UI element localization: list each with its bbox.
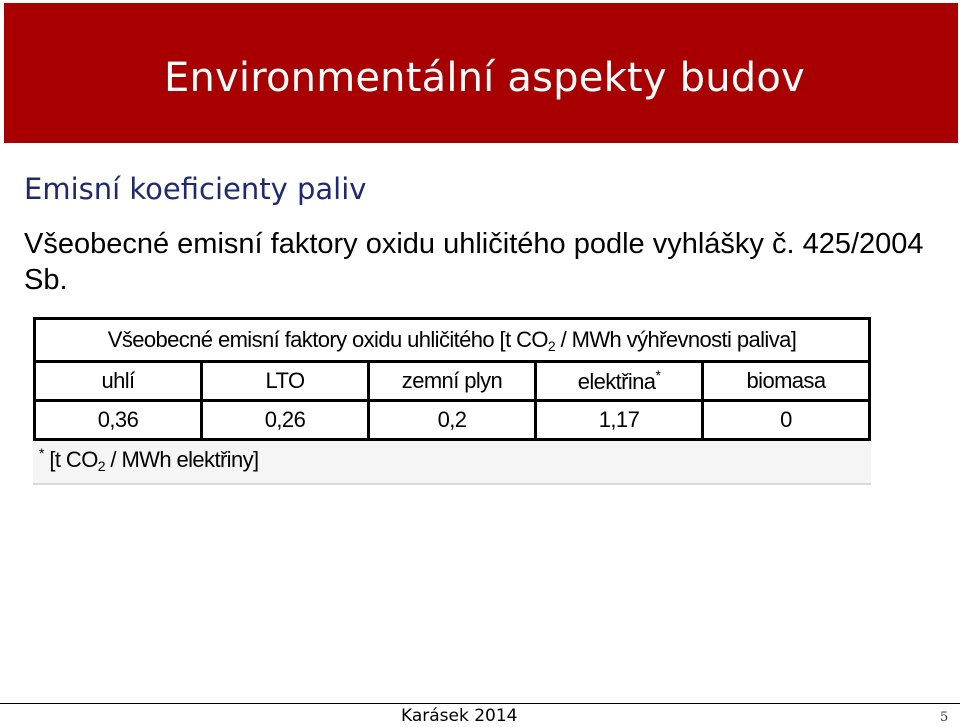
column-header-cell (703, 362, 870, 401)
header-text-part: Všeobecné emisní faktory oxidu uhličitého [t CO (107, 326, 548, 352)
footnote-subscript: 2 (97, 458, 105, 474)
title-band (4, 3, 958, 143)
footer-author: Karásek 2014 (401, 706, 518, 726)
slide-subtitle: Emisní koeficienty paliv (24, 172, 367, 206)
value-cell: 0,26 (202, 401, 369, 440)
footnote-text-part: [t CO (43, 447, 98, 472)
body-text: Všeobecné emisní faktory oxidu uhličitého podle vyhlášky č. 425/2004 Sb. (24, 228, 924, 296)
header-subscript: 2 (547, 337, 556, 354)
column-header-cell (536, 362, 703, 401)
table-header-cell (35, 319, 870, 362)
emission-table-image (33, 317, 871, 485)
page-number: 5 (940, 710, 949, 725)
column-label: biomasa (746, 368, 826, 393)
table-header-row (35, 319, 870, 362)
header-text-part: / MWh výhřevnosti paliva] (555, 326, 797, 352)
emission-factor-table (33, 317, 871, 441)
column-label: LTO (265, 368, 305, 393)
value-cell: 1,17 (536, 401, 703, 440)
footnote-text-part: / MWh elektřiny] (104, 447, 259, 472)
column-header-cell (35, 362, 202, 401)
table-footnote (39, 445, 259, 474)
column-header-cell (369, 362, 536, 401)
value-cell: 0,2 (369, 401, 536, 440)
column-label: zemní plyn (401, 368, 503, 393)
value-cell: 0 (703, 401, 870, 440)
footer-divider (0, 703, 960, 704)
footnote-mark: * (655, 367, 661, 383)
table-row (35, 362, 870, 401)
footnote-mark: * (39, 445, 44, 461)
column-header-cell (202, 362, 369, 401)
value-cell: 0,36 (35, 401, 202, 440)
column-label: uhlí (101, 368, 135, 393)
column-label: elektřina (577, 369, 656, 394)
table-row (35, 401, 870, 440)
slide-title: Environmentální aspekty budov (164, 55, 805, 101)
